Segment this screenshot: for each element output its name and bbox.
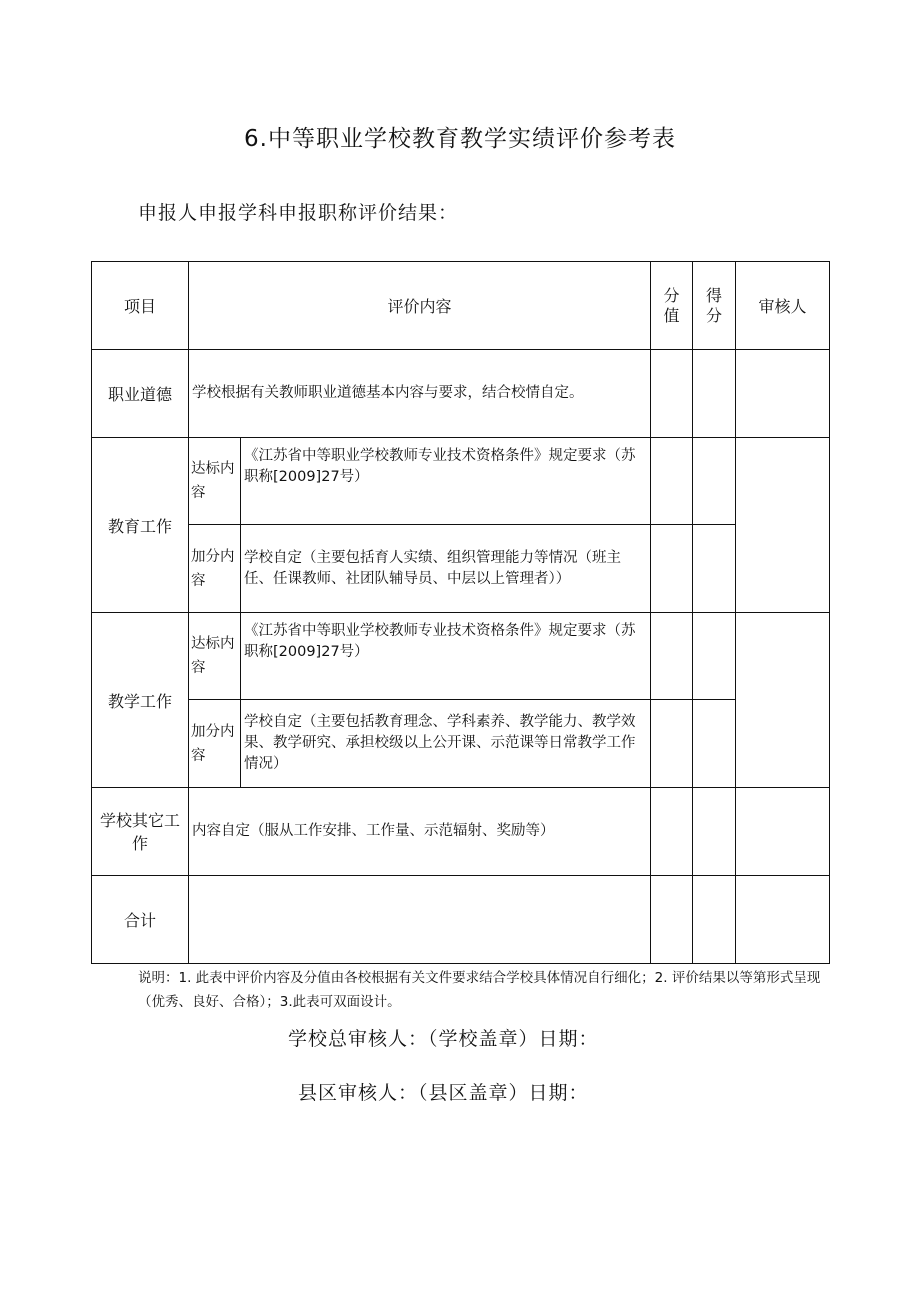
score-got-cell[interactable] [693,788,736,876]
score-got-cell[interactable] [693,876,736,964]
reviewer-cell[interactable] [736,613,830,788]
score-got-cell[interactable] [693,438,736,525]
applicant-line: 申报人申报学科申报职称评价结果： [138,202,459,224]
notes: 说明：1. 此表中评价内容及分值由各校根据有关文件要求结合学校具体情况自行细化；2. 评价结果以等第形式呈现（优秀、良好、合格）；3.此表可双面设计。 [138,970,821,1010]
row-education-bonus-label: 加分内容 [189,525,241,613]
score-got-cell[interactable] [693,613,736,700]
score-got-cell[interactable] [693,525,736,613]
row-ethics-content: 学校根据有关教师职业道德基本内容与要求，结合校情自定。 [189,350,651,438]
table-row [92,700,830,788]
score-value-cell[interactable] [651,350,693,438]
score-value-cell[interactable] [651,876,693,964]
row-education-bonus-text: 学校自定（主要包括育人实绩、组织管理能力等情况（班主任、任课教师、社团队辅导员、中层以上管理者）） [241,525,651,613]
header-reviewer: 审核人 [736,262,830,350]
table-row [92,525,830,613]
score-value-cell[interactable] [651,788,693,876]
table-row [92,350,830,438]
row-other-content: 内容自定（服从工作安排、工作量、示范辐射、奖励等） [189,788,651,876]
page-title: 6.中等职业学校教育教学实绩评价参考表 [244,126,676,152]
header-content: 评价内容 [189,262,651,350]
header-item: 项目 [92,262,189,350]
score-got-cell[interactable] [693,350,736,438]
county-signature-line: 县区审核人：（县区盖章）日期： [298,1082,589,1104]
row-education-standard-text: 《江苏省中等职业学校教师专业技术资格条件》规定要求（苏职称[2009]27号） [241,438,651,525]
row-other-item: 学校其它工作 [92,788,189,876]
row-teaching-standard-text: 《江苏省中等职业学校教师专业技术资格条件》规定要求（苏职称[2009]27号） [241,613,651,700]
score-value-cell[interactable] [651,525,693,613]
header-score-value: 分 值 [651,262,693,350]
row-education-standard-label: 达标内容 [189,438,241,525]
row-teaching-bonus-text: 学校自定（主要包括教育理念、学科素养、教学能力、教学效果、教学研究、承担校级以上公开课、示范课等日常教学工作情况） [241,700,651,788]
row-total-item: 合计 [92,876,189,964]
row-teaching-item: 教学工作 [92,613,189,788]
score-value-cell[interactable] [651,613,693,700]
table-row [92,788,830,876]
reviewer-cell[interactable] [736,788,830,876]
table-row [92,613,830,700]
table-header-row [92,262,830,350]
header-score-got: 得 分 [693,262,736,350]
table-row [92,438,830,525]
school-signature-line: 学校总审核人：（学校盖章）日期： [288,1028,599,1050]
row-teaching-standard-label: 达标内容 [189,613,241,700]
reviewer-cell[interactable] [736,876,830,964]
score-got-cell[interactable] [693,700,736,788]
total-content-cell[interactable] [189,876,651,964]
reviewer-cell[interactable] [736,350,830,438]
table-row [92,876,830,964]
score-value-cell[interactable] [651,438,693,525]
score-value-cell[interactable] [651,700,693,788]
row-education-item: 教育工作 [92,438,189,613]
evaluation-table [91,261,830,964]
reviewer-cell[interactable] [736,438,830,613]
row-ethics-item: 职业道德 [92,350,189,438]
row-teaching-bonus-label: 加分内容 [189,700,241,788]
